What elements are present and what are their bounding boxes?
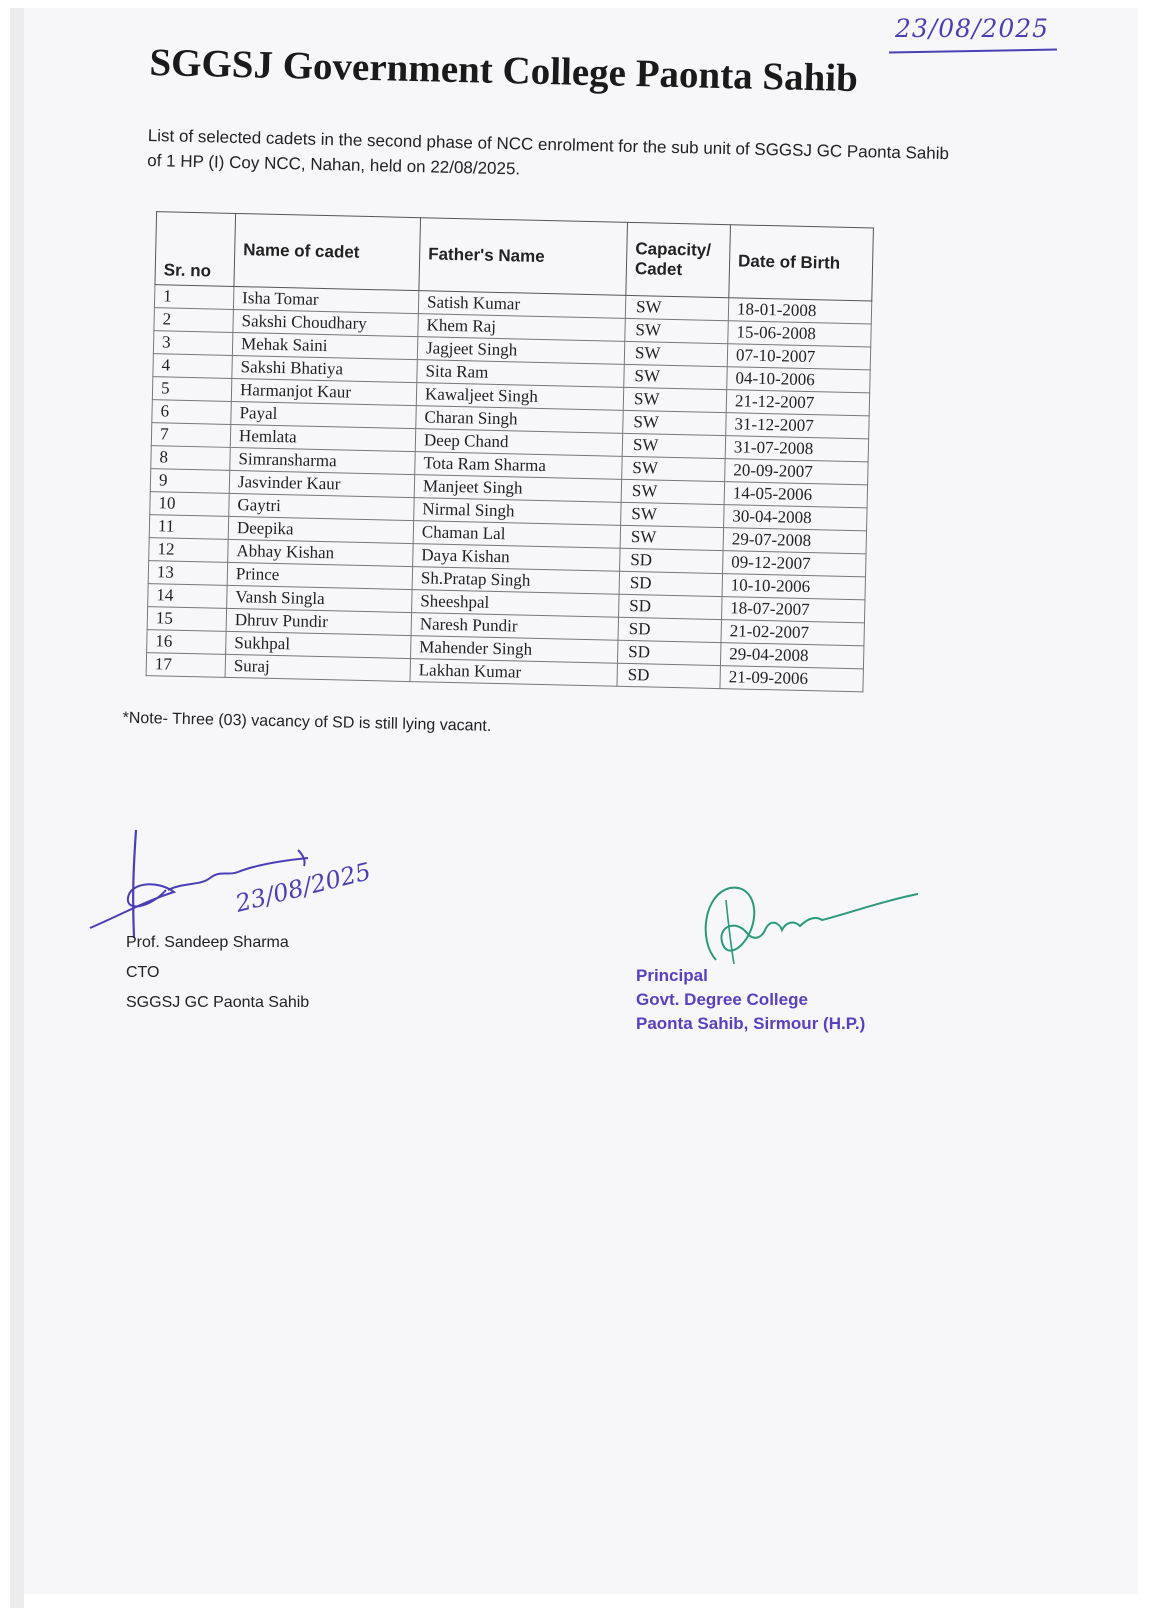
- cell-cadet-name: Dhruv Pundir: [226, 608, 411, 635]
- cell-sr-no: 3: [153, 331, 233, 356]
- cell-father-name: Daya Kishan: [413, 544, 620, 572]
- cell-dob: 09-12-2007: [723, 551, 866, 577]
- handwritten-date: [895, 14, 1049, 43]
- cell-dob: 30-04-2008: [724, 505, 867, 531]
- cell-dob: 07-10-2007: [727, 344, 870, 370]
- handwritten-date-text: 23/08/2025: [895, 14, 1050, 43]
- cell-sr-no: 7: [151, 423, 231, 448]
- cell-cadet-name: Isha Tomar: [233, 286, 418, 313]
- cell-father-name: Nirmal Singh: [414, 498, 621, 526]
- cell-cadet-name: Prince: [227, 562, 412, 589]
- header-dob: Date of Birth: [729, 225, 874, 301]
- cell-dob: 20-09-2007: [725, 459, 868, 485]
- cell-dob: 21-09-2006: [720, 666, 863, 692]
- header-father-name: Father's Name: [419, 218, 628, 296]
- cell-dob: 29-07-2008: [723, 528, 866, 554]
- cell-dob: 21-12-2007: [726, 390, 869, 416]
- cell-cadet-name: Sukhpal: [226, 631, 411, 658]
- cell-father-name: Khem Raj: [418, 314, 625, 342]
- cell-capacity: SW: [623, 387, 726, 412]
- cell-capacity: SD: [617, 663, 720, 688]
- principal-stamp: [636, 964, 865, 1036]
- scan-edge-shadow: [10, 8, 24, 1608]
- cell-capacity: SW: [621, 479, 724, 504]
- header-sr-no: Sr. no: [155, 212, 236, 287]
- cto-signature-icon: [88, 820, 408, 940]
- intro-paragraph: List of selected cadets in the second phase of NCC enrolment for the sub unit of SGGSJ GC Paonta Sahib of 1 HP (I) Coy NCC, Nahan, held on 22/08/2025.: [147, 125, 950, 179]
- principal-stamp-line3: Paonta Sahib, Sirmour (H.P.): [636, 1014, 866, 1033]
- cell-capacity: SD: [619, 594, 722, 619]
- cell-father-name: Sita Ram: [417, 360, 624, 388]
- cell-sr-no: 1: [154, 285, 234, 310]
- cell-father-name: Naresh Pundir: [411, 613, 618, 641]
- cell-dob: 31-07-2008: [725, 436, 868, 462]
- cto-details: [126, 928, 309, 1018]
- cell-father-name: Sh.Pratap Singh: [412, 567, 619, 595]
- cto-name: Prof. Sandeep Sharma: [126, 934, 289, 951]
- cell-sr-no: 5: [152, 377, 232, 402]
- cell-sr-no: 6: [152, 400, 232, 425]
- cell-cadet-name: Simransharma: [230, 447, 415, 474]
- cell-sr-no: 16: [147, 630, 227, 655]
- cell-capacity: SW: [623, 410, 726, 435]
- cto-designation: CTO: [126, 964, 160, 981]
- principal-stamp-line1: Principal: [636, 966, 708, 985]
- header-name: Name of cadet: [234, 213, 421, 290]
- cell-sr-no: 12: [149, 538, 229, 563]
- principal-signature-icon: [696, 880, 926, 975]
- cell-capacity: SD: [617, 640, 720, 665]
- principal-stamp-line2: Govt. Degree College: [636, 990, 808, 1009]
- cell-father-name: Lakhan Kumar: [410, 659, 617, 687]
- cell-cadet-name: Gaytri: [229, 493, 414, 520]
- cell-cadet-name: Deepika: [228, 516, 413, 543]
- cell-sr-no: 9: [150, 469, 230, 494]
- cell-dob: 14-05-2006: [724, 482, 867, 508]
- cell-capacity: SD: [619, 571, 722, 596]
- cell-father-name: Charan Singh: [416, 406, 623, 434]
- cell-dob: 31-12-2007: [726, 413, 869, 439]
- cell-cadet-name: Hemlata: [230, 424, 415, 451]
- cell-sr-no: 10: [150, 492, 230, 517]
- cell-dob: 15-06-2008: [728, 321, 871, 347]
- cell-dob: 21-02-2007: [721, 620, 864, 646]
- cadet-table: [146, 211, 874, 692]
- cadet-table-body: [146, 285, 872, 692]
- cell-sr-no: 15: [147, 607, 227, 632]
- cell-capacity: SW: [620, 525, 723, 550]
- cell-cadet-name: Jasvinder Kaur: [229, 470, 414, 497]
- cell-father-name: Deep Chand: [415, 429, 622, 457]
- college-title: SGGSJ Government College Paonta Sahib: [149, 40, 859, 101]
- cell-sr-no: 14: [148, 584, 228, 609]
- cell-cadet-name: Harmanjot Kaur: [231, 378, 416, 405]
- cell-cadet-name: Vansh Singla: [227, 585, 412, 612]
- cell-dob: 18-07-2007: [721, 597, 864, 623]
- cell-capacity: SW: [625, 318, 728, 343]
- cell-sr-no: 8: [151, 446, 231, 471]
- cell-father-name: Chaman Lal: [413, 521, 620, 549]
- cell-cadet-name: Abhay Kishan: [228, 539, 413, 566]
- cell-capacity: SW: [624, 364, 727, 389]
- cell-capacity: SW: [622, 433, 725, 458]
- cell-dob: 04-10-2006: [727, 367, 870, 393]
- cell-dob: 10-10-2006: [722, 574, 865, 600]
- cell-father-name: Tota Ram Sharma: [415, 452, 622, 480]
- cell-sr-no: 2: [154, 308, 234, 333]
- cell-dob: 29-04-2008: [720, 643, 863, 669]
- header-capacity: Capacity/ Cadet: [626, 222, 731, 297]
- cell-cadet-name: Suraj: [225, 654, 410, 681]
- cell-sr-no: 4: [153, 354, 233, 379]
- cell-capacity: SW: [621, 502, 724, 527]
- cell-father-name: Mahender Singh: [411, 636, 618, 664]
- cell-father-name: Satish Kumar: [418, 291, 625, 319]
- cell-father-name: Jagjeet Singh: [417, 337, 624, 365]
- cell-father-name: Sheeshpal: [412, 590, 619, 618]
- cell-sr-no: 17: [146, 653, 226, 678]
- cell-father-name: Kawaljeet Singh: [416, 383, 623, 411]
- cell-cadet-name: Sakshi Bhatiya: [232, 355, 417, 382]
- cell-capacity: SD: [618, 617, 721, 642]
- cell-capacity: SD: [620, 548, 723, 573]
- cto-institution: SGGSJ GC Paonta Sahib: [126, 994, 310, 1011]
- cell-father-name: Manjeet Singh: [414, 475, 621, 503]
- vacancy-note: *Note- Three (03) vacancy of SD is still lying vacant.: [122, 709, 492, 735]
- cell-capacity: SW: [622, 456, 725, 481]
- cell-cadet-name: Mehak Saini: [232, 332, 417, 359]
- cell-dob: 18-01-2008: [728, 298, 871, 324]
- cell-sr-no: 13: [148, 561, 228, 586]
- cto-signature-date: 23/08/2025: [232, 857, 374, 918]
- cell-cadet-name: Sakshi Choudhary: [233, 309, 418, 336]
- cell-capacity: SW: [624, 341, 727, 366]
- cell-capacity: SW: [625, 295, 728, 320]
- cell-cadet-name: Payal: [231, 401, 416, 428]
- document-body: [122, 40, 979, 747]
- cell-sr-no: 11: [149, 515, 229, 540]
